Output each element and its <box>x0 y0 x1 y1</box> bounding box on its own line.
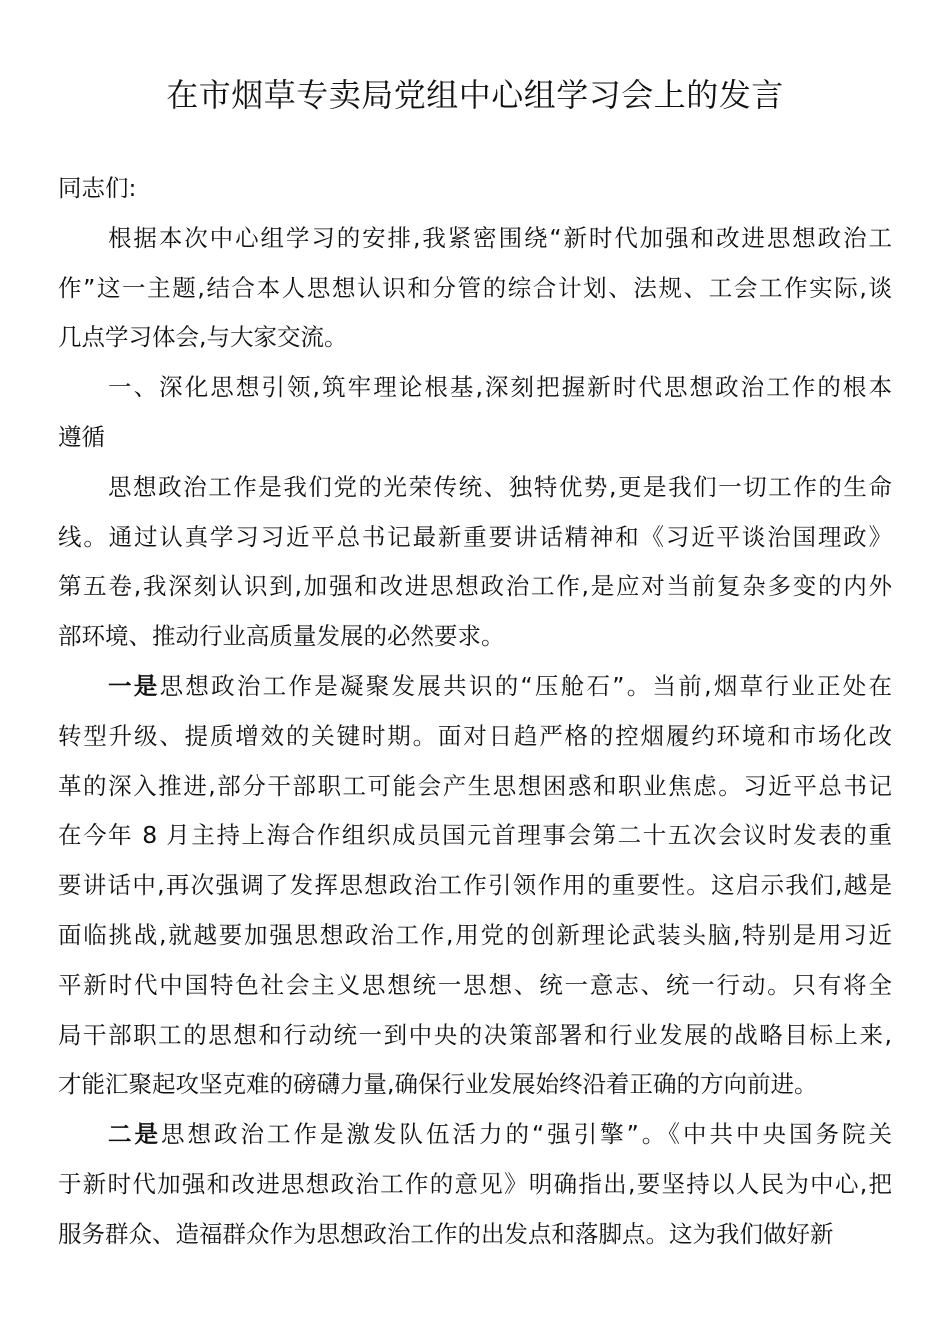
text-line <box>58 467 892 517</box>
line-text: 一、深化思想引领,筑牢理论根基,深刻把握新时代思想政治工作的根本 <box>108 373 892 402</box>
line-text: 平新时代中国特色社会主义思想统一思想、统一意志、统一行动。只有将全 <box>58 970 892 999</box>
text-line <box>58 566 892 616</box>
paragraph <box>58 367 892 467</box>
line-text: 思想政治工作是凝聚发展共识的“压舱石”。当前,烟草行业正处在 <box>159 671 892 700</box>
text-line <box>58 1064 892 1114</box>
line-text: 作”这一主题,结合本人思想认识和分管的综合计划、法规、工会工作实际,谈 <box>58 273 892 302</box>
line-text: 同志们: <box>58 174 137 202</box>
document-title: 在市烟草专卖局党组中心组学习会上的发言 <box>166 76 784 114</box>
text-line <box>58 616 892 666</box>
text-line <box>58 168 892 218</box>
line-text: 革的深入推进,部分干部职工可能会产生思想困惑和职业焦虑。习近平总书记 <box>58 771 892 800</box>
line-text: 在今年 8 月主持上海合作组织成员国元首理事会第二十五次会议时发表的重 <box>58 821 892 850</box>
text-line <box>58 417 892 467</box>
line-text: 服务群众、造福群众作为思想政治工作的出发点和落脚点。这为我们做好新 <box>58 1219 834 1248</box>
line-text: 思想政治工作是我们党的光荣传统、独特优势,更是我们一切工作的生命 <box>108 472 892 501</box>
paragraph <box>58 168 892 218</box>
line-text: 才能汇聚起攻坚克难的磅礴力量,确保行业发展始终沿着正确的方向前进。 <box>58 1070 818 1099</box>
text-line <box>58 766 892 816</box>
line-text: 思想政治工作是激发队伍活力的“强引擎”。《中共中央国务院关 <box>161 1120 892 1149</box>
text-line <box>58 268 892 318</box>
text-line <box>58 815 892 865</box>
text-line <box>58 1015 892 1065</box>
text-line <box>58 317 892 367</box>
paragraph <box>58 467 892 666</box>
paragraph <box>58 218 892 367</box>
paragraph-lead: 二是 <box>108 1120 161 1149</box>
text-line <box>58 1214 892 1264</box>
text-line <box>58 666 892 716</box>
line-text: 局干部职工的思想和行动统一到中央的决策部署和行业发展的战略目标上来, <box>58 1020 892 1049</box>
line-text: 转型升级、提质增效的关键时期。面对日趋严格的控烟履约环境和市场化改 <box>58 721 892 750</box>
line-text: 线。通过认真学习习近平总书记最新重要讲话精神和《习近平谈治国理政》 <box>58 522 892 551</box>
line-text: 于新时代加强和改进思想政治工作的意见》明确指出,要坚持以人民为中心,把 <box>58 1169 892 1198</box>
line-text: 根据本次中心组学习的安排,我紧密围绕“新时代加强和改进思想政治工 <box>108 223 892 252</box>
text-line <box>58 1164 892 1214</box>
line-text: 要讲话中,再次强调了发挥思想政治工作引领作用的重要性。这启示我们,越是 <box>58 871 892 900</box>
line-text: 面临挑战,就越要加强思想政治工作,用党的创新理论武装头脑,特别是用习近 <box>58 920 892 949</box>
text-line <box>58 716 892 766</box>
line-text: 遵循 <box>58 422 105 451</box>
line-text: 第五卷,我深刻认识到,加强和改进思想政治工作,是应对当前复杂多变的内外 <box>58 572 892 601</box>
text-line <box>58 367 892 417</box>
paragraph <box>58 666 892 1114</box>
line-text: 几点学习体会,与大家交流。 <box>58 323 348 352</box>
text-line <box>58 1114 892 1164</box>
text-line <box>58 517 892 567</box>
text-line <box>58 865 892 915</box>
text-line <box>58 915 892 965</box>
text-line <box>58 218 892 268</box>
line-text: 部环境、推动行业高质量发展的必然要求。 <box>58 622 505 651</box>
document-body <box>58 168 892 1264</box>
text-line <box>58 965 892 1015</box>
paragraph-lead: 一是 <box>108 671 160 700</box>
paragraph <box>58 1114 892 1263</box>
